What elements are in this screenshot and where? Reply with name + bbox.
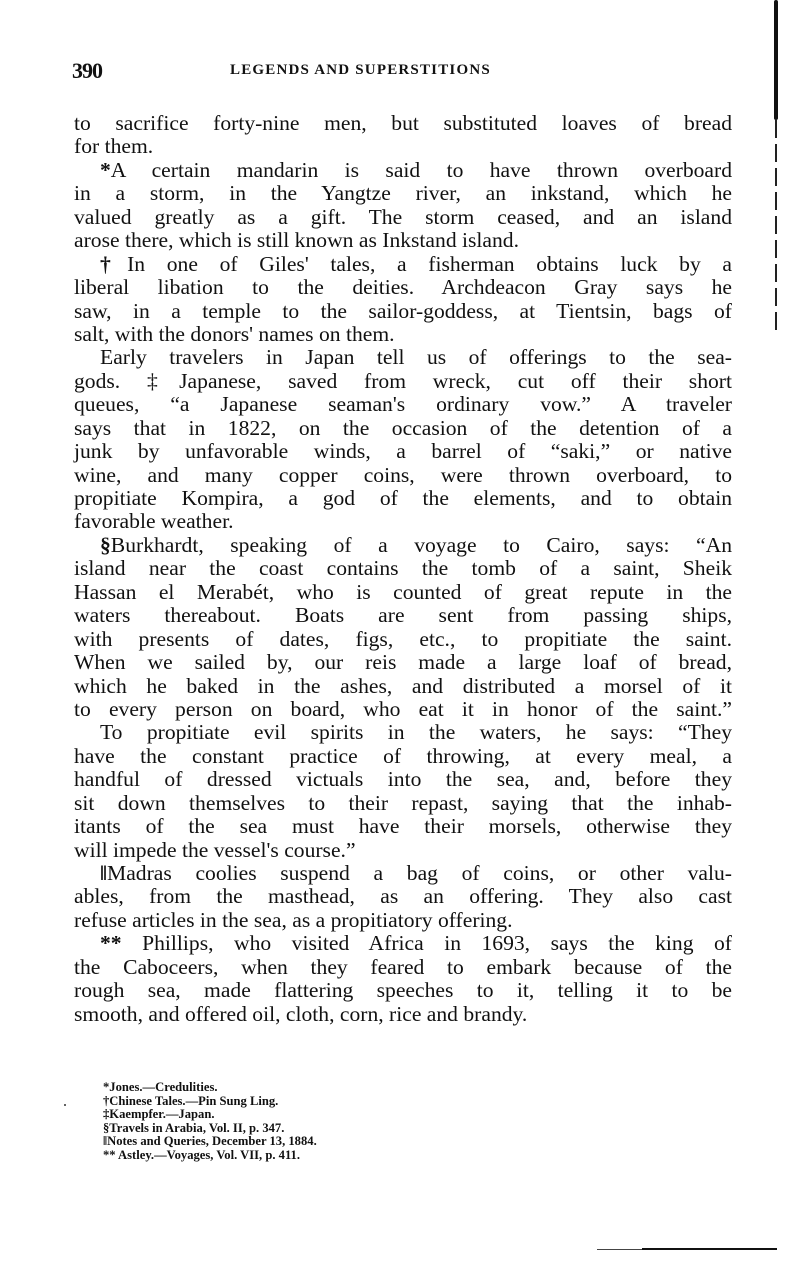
rule-thin <box>597 1249 642 1250</box>
text-line: will impede the vessel's course.” <box>74 837 356 862</box>
footnote <box>103 1149 463 1163</box>
footnote <box>103 1122 463 1136</box>
text-line: In one of Giles' tales, a fisherman obtains luck by a <box>127 251 733 276</box>
print-speck <box>64 1104 66 1106</box>
text-line: wine, and many copper coins, were thrown overboard, to <box>74 462 732 487</box>
text-line: favorable weather. <box>74 509 234 534</box>
body-text <box>74 112 732 1026</box>
footnote <box>103 1081 463 1095</box>
text-line: which he baked in the ashes, and distributed a morsel of it <box>74 673 732 698</box>
text-line: saw, in a temple to the sailor-goddess, at Tientsin, bags of <box>74 298 732 323</box>
text-line: handful of dressed victuals into the sea, and, before they <box>74 767 732 792</box>
text-line: gods. ‡Japanese, saved from wreck, cut off their short <box>74 368 732 393</box>
footnote-marker-dagger: † <box>100 251 128 276</box>
footnote-marker: § <box>103 1120 110 1135</box>
text-line: salt, with the donors' names on them. <box>74 321 395 346</box>
text-line: waters thereabout. Boats are sent from passing ships, <box>74 603 732 628</box>
footnote-marker-double-asterisk: ** <box>100 931 122 956</box>
paragraph-start <box>74 534 732 557</box>
text-line: smooth, and offered oil, cloth, corn, rice and brandy. <box>74 1001 528 1026</box>
text-line: sit down themselves to their repast, saying that the inhab- <box>74 790 732 815</box>
text-line: Hassan el Merabét, who is counted of great repute in the <box>74 579 732 604</box>
text-line: have the constant practice of throwing, at every meal, a <box>74 743 732 768</box>
footnote-text: Chinese Tales.—Pin Sung Ling. <box>109 1093 279 1108</box>
paragraph-start <box>74 932 732 955</box>
page-number: 390 <box>72 58 102 83</box>
footnote <box>103 1095 463 1109</box>
text-line: rough sea, made flattering speeches to it, telling it to be <box>74 978 732 1003</box>
footnote-text: Kaempfer.—Japan. <box>109 1107 215 1122</box>
text-line: with presents of dates, figs, etc., to propitiate the saint. <box>74 626 732 651</box>
text-line: says that in 1822, on the occasion of the detention of a <box>74 415 732 440</box>
footnote-text: Travels in Arabia, Vol. II, p. 347. <box>109 1120 285 1135</box>
paragraph-start: To propitiate evil spirits in the waters, he says: “They <box>100 720 732 745</box>
text-line: to sacrifice forty-nine men, but substituted loaves of bread <box>74 111 732 135</box>
text-line: arose there, which is still known as Inkstand island. <box>74 228 519 253</box>
text-line: Madras coolies suspend a bag of coins, or other valu- <box>107 861 732 885</box>
text-line: queues, “a Japanese seaman's ordinary vow.” A traveler <box>74 392 732 417</box>
text-line: When we sailed by, our reis made a large loaf of bread, <box>74 650 732 675</box>
text-line: Phillips, who visited Africa in 1693, says the king of <box>121 931 732 956</box>
paragraph-start <box>74 862 732 885</box>
running-title: LEGENDS AND SUPERSTITIONS <box>230 62 491 78</box>
footnote-marker: ** <box>103 1147 116 1162</box>
text-line: junk by unfavorable winds, a barrel of “saki,” or native <box>74 439 732 464</box>
footnote <box>103 1108 463 1122</box>
footnote <box>103 1135 463 1149</box>
text-line: refuse articles in the sea, as a propitiatory offering. <box>74 907 513 932</box>
footnote-marker: ‖ <box>103 1134 108 1149</box>
text-line: itants of the sea must have their morsels, otherwise they <box>74 814 732 839</box>
text-line: liberal libation to the deities. Archdeacon Gray says he <box>74 275 732 300</box>
footnote-marker: ‡ <box>103 1107 110 1122</box>
text-line: for them. <box>74 134 154 159</box>
text-line: A certain mandarin is said to have thrown overboard <box>110 157 732 182</box>
footnote-marker-section: § <box>100 532 111 557</box>
paragraph-start <box>74 253 732 276</box>
scan-edge-thick <box>774 0 778 120</box>
text-line: in a storm, in the Yangtze river, an inkstand, which he <box>74 181 732 206</box>
scan-edge-thin <box>775 120 777 335</box>
footnote-marker-asterisk: * <box>100 157 111 182</box>
text-line: propitiate Kompira, a god of the elements, and to obtain <box>74 486 732 510</box>
text-line: to every person on board, who eat it in honor of the saint.” <box>74 696 732 721</box>
text-line: Burkhardt, speaking of a voyage to Cairo, says: “An <box>110 532 732 557</box>
page-header <box>72 58 732 88</box>
paragraph-start: Early travelers in Japan tell us of offerings to the sea- <box>100 345 732 370</box>
rule-thick <box>642 1248 777 1250</box>
footnote-text: Notes and Queries, December 13, 1884. <box>107 1134 317 1149</box>
scan-edge-line <box>774 0 778 335</box>
bottom-scan-rule <box>597 1248 777 1251</box>
text-line: valued greatly as a gift. The storm ceased, and an island <box>74 204 732 229</box>
footnote-marker-parallel: ‖ <box>100 861 108 885</box>
footnote-text: Jones.—Credulities. <box>109 1080 218 1094</box>
paragraph-start <box>74 159 732 182</box>
footnotes <box>103 1081 463 1163</box>
text-line: island near the coast contains the tomb of a saint, Sheik <box>74 556 732 581</box>
text-line: the Caboceers, when they feared to embark because of the <box>74 954 732 979</box>
footnote-marker: * <box>103 1080 110 1094</box>
text-line: ables, from the masthead, as an offering. They also cast <box>74 884 732 909</box>
footnote-marker: † <box>103 1093 110 1108</box>
footnote-text: Astley.—Voyages, Vol. VII, p. 411. <box>115 1147 300 1162</box>
